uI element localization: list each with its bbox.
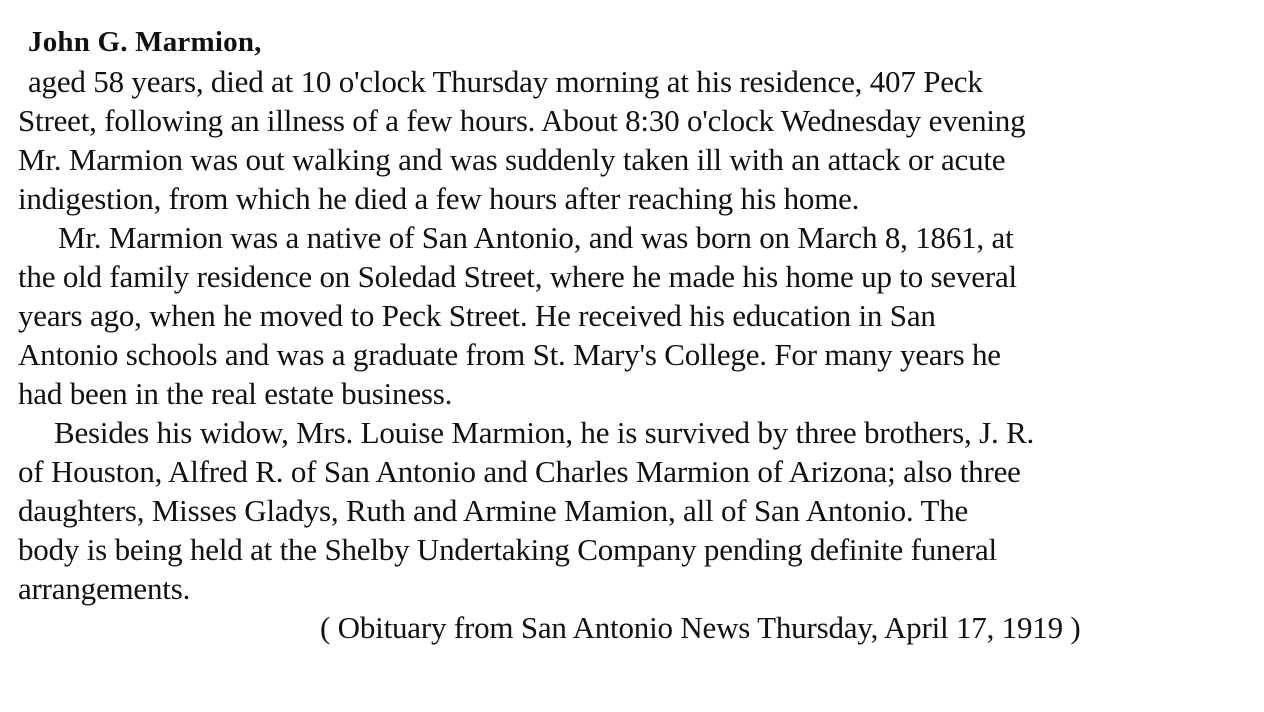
paragraph-2 bbox=[18, 218, 1248, 413]
paragraph-line: Street, following an illness of a few hours. About 8:30 o'clock Wednesday evening bbox=[18, 103, 1026, 138]
obituary-document bbox=[18, 22, 1248, 647]
paragraph-line: Mr. Marmion was a native of San Antonio, and was born on March 8, 1861, at bbox=[58, 220, 1014, 255]
paragraph-line: body is being held at the Shelby Undertaking Company pending definite funeral bbox=[18, 532, 997, 567]
paragraph-line: arrangements. bbox=[18, 571, 191, 606]
obituary-name: John G. Marmion, bbox=[28, 26, 262, 58]
paragraph-line: Antonio schools and was a graduate from St. Mary's College. For many years he bbox=[18, 337, 1001, 372]
obituary-source-citation: ( Obituary from San Antonio News Thursday, April 17, 1919 ) bbox=[320, 610, 1081, 645]
paragraph-line: aged 58 years, died at 10 o'clock Thursday morning at his residence, 407 Peck bbox=[28, 64, 983, 99]
paragraph-line: Mr. Marmion was out walking and was suddenly taken ill with an attack or acute bbox=[18, 142, 1006, 177]
paragraph-line: the old family residence on Soledad Street, where he made his home up to several bbox=[18, 259, 1017, 294]
paragraph-1 bbox=[18, 62, 1248, 218]
paragraph-line: daughters, Misses Gladys, Ruth and Armine Mamion, all of San Antonio. The bbox=[18, 493, 969, 528]
paragraph-line: years ago, when he moved to Peck Street. He received his education in San bbox=[18, 298, 936, 333]
paragraph-3 bbox=[18, 413, 1248, 608]
paragraph-line: of Houston, Alfred R. of San Antonio and Charles Marmion of Arizona; also three bbox=[18, 454, 1021, 489]
paragraph-line: Besides his widow, Mrs. Louise Marmion, he is survived by three brothers, J. R. bbox=[54, 415, 1035, 450]
paragraph-line: indigestion, from which he died a few hours after reaching his home. bbox=[18, 181, 860, 216]
paragraph-line: had been in the real estate business. bbox=[18, 376, 453, 411]
